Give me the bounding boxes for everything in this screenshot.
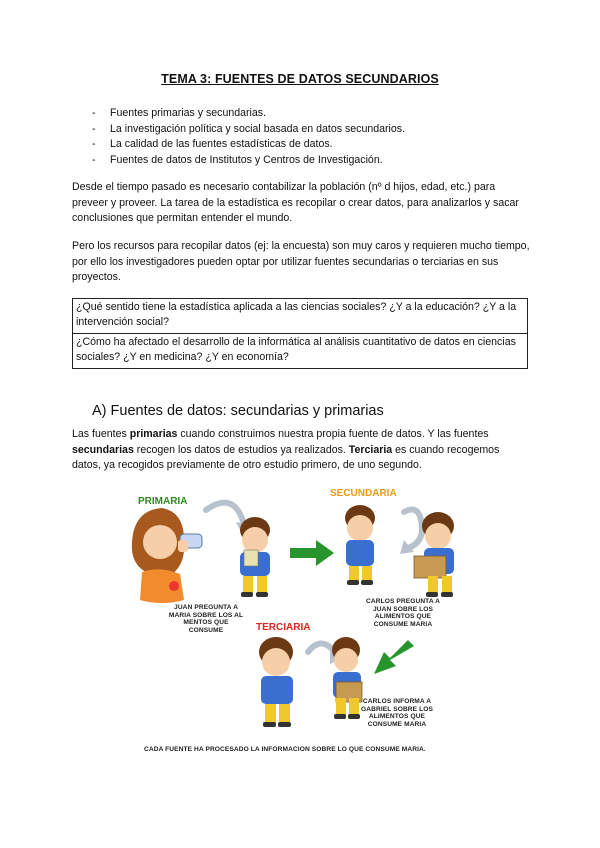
bold-term-primarias: primarias [129, 428, 178, 440]
girl-drinking-illustration [132, 508, 202, 603]
label-secundaria: SECUNDARIA [330, 488, 397, 499]
label-terciaria: TERCIARIA [256, 622, 311, 633]
topic-item: - La investigación política y social basada en datos secundarios. [92, 122, 405, 138]
table-row [73, 334, 528, 369]
label-primaria: PRIMARIA [138, 496, 188, 507]
section-a-heading: A) Fuentes de datos: secundarias y primarias [92, 403, 384, 419]
juan-illustration [240, 517, 270, 597]
text-run: recogen los datos de estudios ya realizados. [133, 443, 349, 456]
question-cell: ¿Qué sentido tiene la estadística aplicada a las ciencias sociales? ¿Y a la educación? ¿Y a la intervención social? [73, 299, 528, 334]
caption-primaria: JUAN PREGUNTA A MARIA SOBRE LOS AL MENTOS QUE CONSUME [168, 604, 244, 634]
bold-term-secundarias: secundarias [72, 443, 134, 456]
topic-item: - La calidad de las fuentes estadísticas de datos. [92, 137, 405, 153]
questions-table [72, 298, 528, 369]
section-a-paragraph [72, 427, 530, 474]
caption-bottom: CADA FUENTE HA PROCESADO LA INFORMACION SOBRE LO QUE CONSUME MARIA. [144, 746, 426, 753]
question-cell: ¿Cómo ha afectado el desarrollo de la informática al análisis cuantitativo de datos en ciencias sociales? ¿Y en medicina? ¿Y en economía? [73, 334, 528, 369]
intro-paragraph: Desde el tiempo pasado es necesario contabilizar la población (nº d hijos, edad, etc.) para preveer y proveer. La tarea de la estadística es recopilar o crear datos, para analizarlos y sacar conclusiones que permitan entender el mundo. [72, 181, 519, 224]
text-run: cuando construimos nuestra propia fuente de datos. Y las fuentes [177, 428, 489, 440]
arrow-right-icon [290, 540, 334, 566]
text-run: es cuando recogemos datos, ya recogidos previamente de otro estudio primero, de uno segundo. [72, 443, 500, 471]
caption-terciaria: CARLOS INFORMA A GABRIEL SOBRE LOS ALIMENTOS QUE CONSUME MARIA [361, 698, 433, 728]
table-row [73, 299, 528, 334]
carlos-terciaria-illustration [259, 637, 293, 727]
bold-term-terciaria: Terciaria [348, 443, 393, 456]
text-run: Las fuentes [72, 428, 130, 440]
caption-secundaria: CARLOS PREGUNTA A JUAN SOBRE LOS ALIMENTOS QUE CONSUME MARIA [366, 598, 440, 628]
resources-paragraph: Pero los recursos para recopilar datos (ej: la encuesta) son muy caros y requieren mucho tiempo, por ello los investigadores pueden optar por utilizar fuentes secundarias o terciarias en sus proyectos. [72, 240, 530, 283]
arrow-down-left-icon [374, 640, 414, 674]
topic-item: - Fuentes primarias y secundarias. [92, 106, 405, 122]
sources-illustration [122, 482, 482, 764]
document-title: TEMA 3: FUENTES DE DATOS SECUNDARIOS [161, 72, 439, 86]
juan-secundaria-illustration [345, 505, 375, 585]
topic-list [92, 106, 405, 168]
topic-item: - Fuentes de datos de Institutos y Centros de Investigación. [92, 153, 405, 169]
